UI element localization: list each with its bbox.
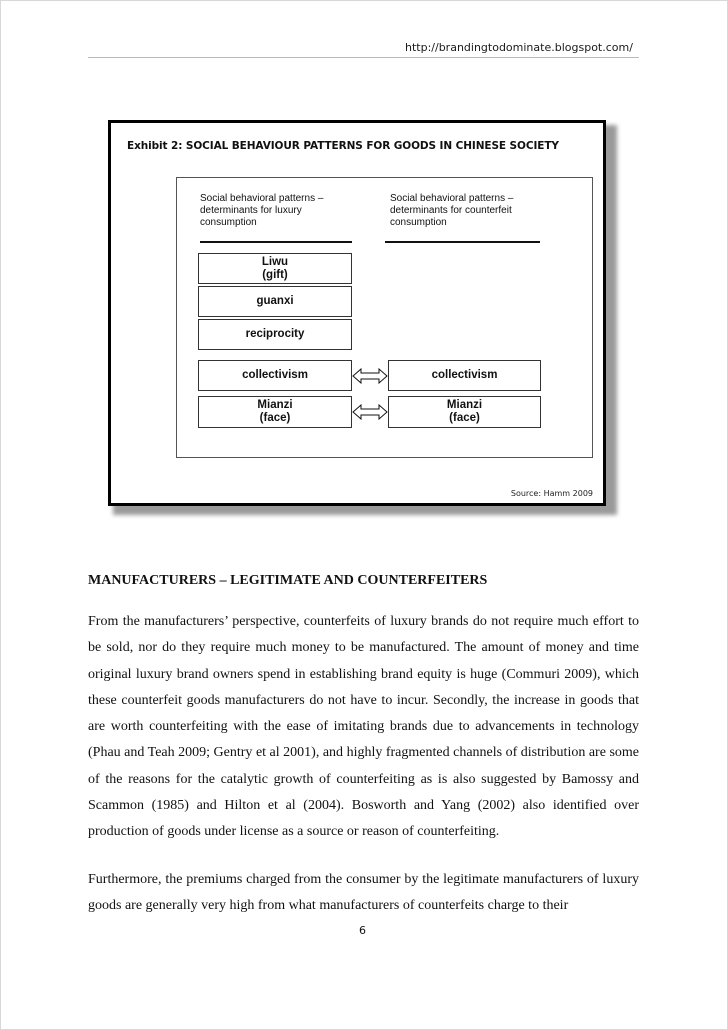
box-collectivism-luxury — [198, 360, 352, 391]
exhibit-figure — [108, 120, 606, 506]
header-url[interactable]: http://brandingtodominate.blogspot.com/ — [405, 41, 633, 54]
luxury-column-heading: Social behavioral patterns – determinants for luxury consumption — [200, 193, 324, 228]
box-collectivism-counterfeit — [388, 360, 541, 391]
box-liwu — [198, 253, 352, 284]
counterfeit-heading-rule — [385, 241, 540, 243]
paragraph-2: Furthermore, the premiums charged from the consumer by the legitimate manufacturers of luxury goods are generally very high from what manufacturers of counterfeits charge to their — [88, 872, 639, 914]
header-divider — [88, 57, 639, 58]
box-mianzi-luxury — [198, 396, 352, 428]
double-arrow-icon — [352, 368, 388, 384]
box-liwu-label: Liwu — [261, 255, 289, 268]
box-mianzi-counterfeit-label: Mianzi — [446, 399, 483, 411]
box-collectivism-luxury-label: collectivism — [242, 369, 308, 381]
box-mianzi-luxury-sublabel: (face) — [259, 412, 291, 424]
paragraph-1: From the manufacturers’ perspective, counterfeits of luxury brands do not require much effort to be sold, nor do they require much money to be manufactured. The amount of money and time original luxury brand owners spend in establishing brand equity is huge (Commuri 2009), which these counterfeit goods manufacturers do not have to incur. Secondly, the increase in goods that are worth counterfeiting with the ease of imitating brands due to advancements in technology (Phau and Teah 2009; Gentry et al 2001), and highly fragmented channels of distribution are some of the reasons for the catalytic growth of counterfeiting as is also suggested by Bamossy and Scammon (1985) and Hilton et al (2004). Bosworth and Yang (2002) also identified over production of goods under license as a source or reason of counterfeiting. — [88, 614, 639, 840]
box-collectivism-counterfeit-label: collectivism — [431, 369, 498, 381]
box-mianzi-counterfeit — [388, 396, 541, 428]
box-guanxi-label: guanxi — [256, 295, 294, 307]
section-heading: MANUFACTURERS – LEGITIMATE AND COUNTERFEITERS — [88, 573, 488, 588]
counterfeit-column-heading: Social behavioral patterns – determinants for counterfeit consumption — [390, 193, 514, 228]
box-mianzi-luxury-label: Mianzi — [257, 399, 293, 411]
box-reciprocity-label: reciprocity — [245, 328, 305, 340]
box-guanxi — [198, 286, 352, 317]
luxury-heading-rule — [200, 241, 352, 243]
exhibit-title: Exhibit 2: SOCIAL BEHAVIOUR PATTERNS FOR GOODS IN CHINESE SOCIETY — [127, 140, 559, 152]
exhibit-source: Source: Hamm 2009 — [510, 489, 593, 498]
double-arrow-icon — [352, 404, 388, 420]
box-reciprocity — [198, 319, 352, 350]
diagram-panel — [176, 177, 593, 458]
page-number: 6 — [359, 924, 366, 937]
box-mianzi-counterfeit-sublabel: (face) — [449, 412, 480, 424]
box-liwu-sublabel: (gift) — [262, 268, 288, 281]
